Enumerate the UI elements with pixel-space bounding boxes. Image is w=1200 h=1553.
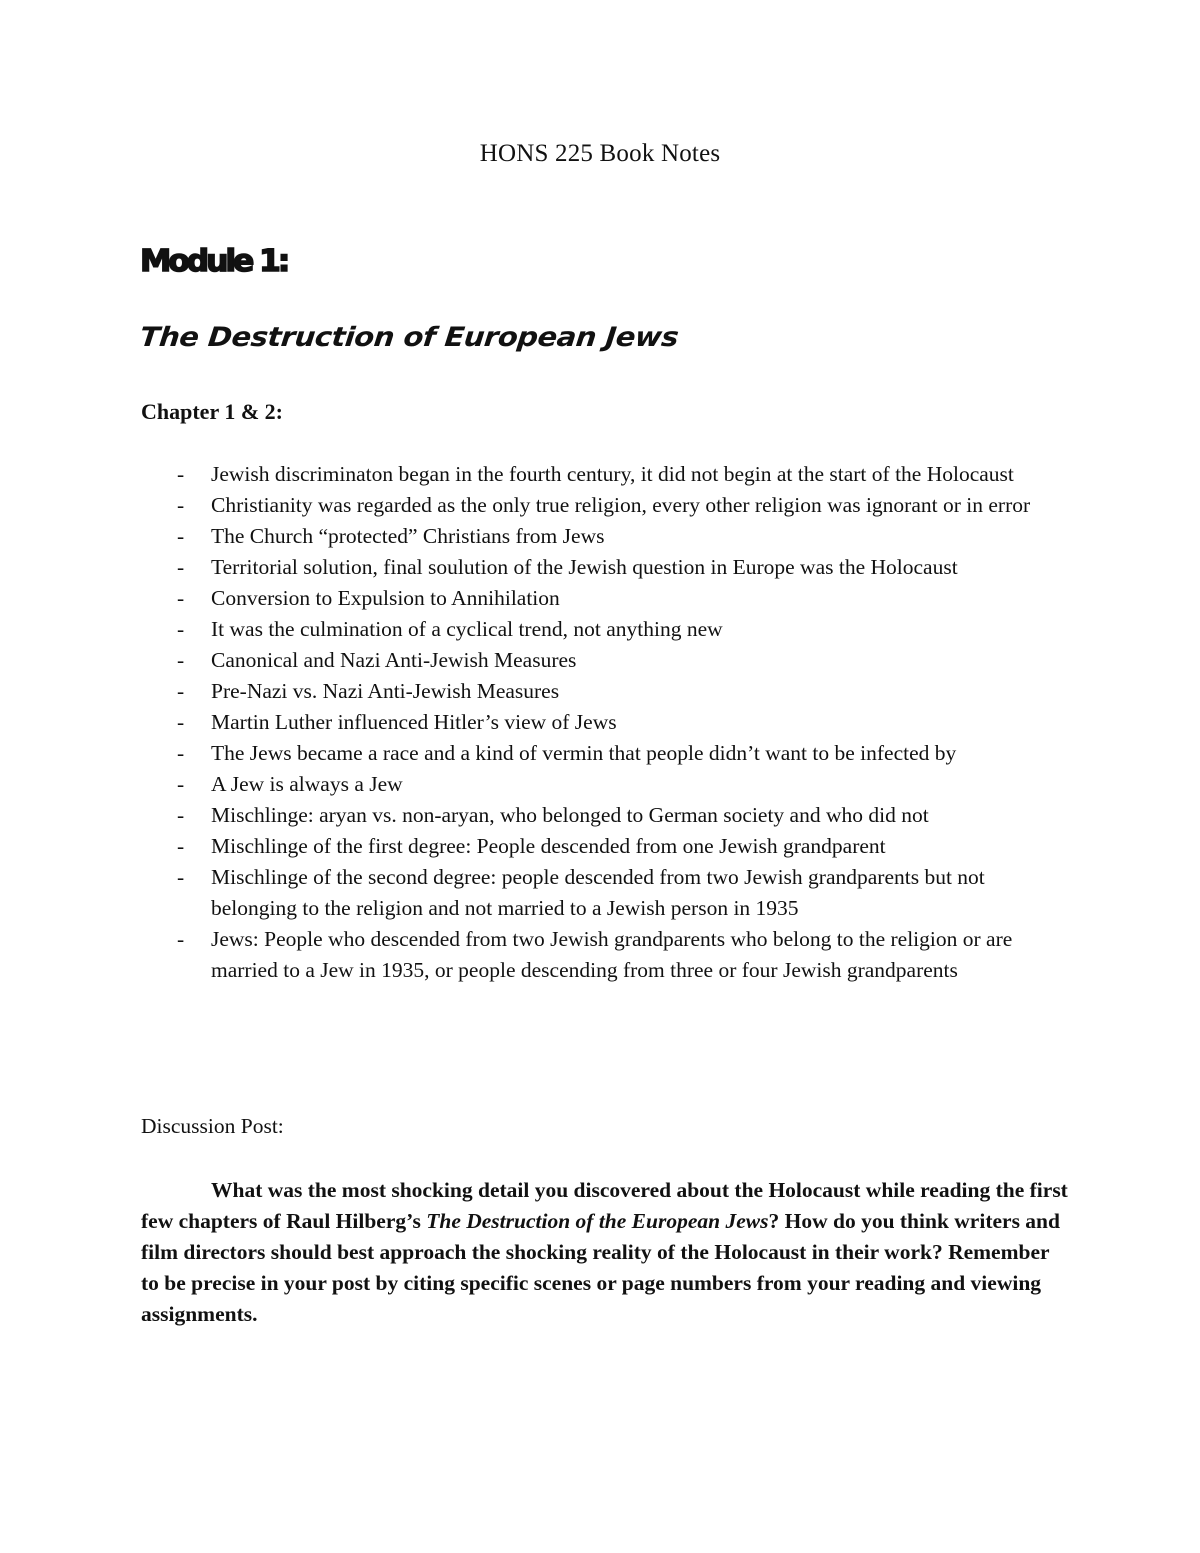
note-item xyxy=(0,645,1071,676)
bullet-dash: - xyxy=(177,927,185,951)
note-item xyxy=(0,800,1071,831)
bullet-dash: - xyxy=(177,834,185,858)
bullet-dash: - xyxy=(177,524,185,548)
bullet-dash: - xyxy=(177,617,185,641)
note-item xyxy=(0,459,1071,490)
note-item xyxy=(0,831,1071,862)
bullet-dash: - xyxy=(177,462,185,486)
book-title: The Destruction of European Jews xyxy=(138,321,680,353)
note-text: Jews: People who descended from two Jewish grandparents who belong to the religion or are married to a Jew in 1935, or people descending from three or four Jewish grandparents xyxy=(211,927,1013,982)
note-item xyxy=(0,738,1071,769)
note-text: Canonical and Nazi Anti-Jewish Measures xyxy=(211,648,577,672)
bullet-dash: - xyxy=(177,493,185,517)
note-item xyxy=(0,614,1071,645)
bullet-dash: - xyxy=(177,586,185,610)
bullet-dash: - xyxy=(177,648,185,672)
note-text: The Jews became a race and a kind of vermin that people didn’t want to be infected by xyxy=(211,741,957,765)
bullet-dash: - xyxy=(177,803,185,827)
note-item xyxy=(0,552,1071,583)
note-item xyxy=(0,521,1071,552)
note-item xyxy=(0,862,1071,924)
note-text: A Jew is always a Jew xyxy=(211,772,403,796)
prompt-part-2: ? How do you think writers and film directors should best approach the shocking reality of the Holocaust in their work? Remember to be precise in your post by citing specific scenes or page numbers from your reading and viewing assignments. xyxy=(141,1209,1060,1326)
note-text: Mischlinge: aryan vs. non-aryan, who belonged to German society and who did not xyxy=(211,803,929,827)
note-item xyxy=(0,583,1071,614)
note-item xyxy=(0,769,1071,800)
note-text: Christianity was regarded as the only true religion, every other religion was ignorant or in error xyxy=(211,493,1031,517)
note-text: Territorial solution, final soulution of the Jewish question in Europe was the Holocaust xyxy=(211,555,958,579)
bullet-dash: - xyxy=(177,555,185,579)
discussion-prompt xyxy=(141,1175,1071,1330)
notes-list xyxy=(0,459,1200,986)
note-text: The Church “protected” Christians from Jews xyxy=(211,524,605,548)
note-text: Conversion to Expulsion to Annihilation xyxy=(211,586,560,610)
chapter-heading: Chapter 1 & 2: xyxy=(141,399,283,424)
note-item xyxy=(0,707,1071,738)
bullet-dash: - xyxy=(177,710,185,734)
discussion-label: Discussion Post: xyxy=(141,1114,284,1138)
note-text: Martin Luther influenced Hitler’s view of Jews xyxy=(211,710,617,734)
document-title: HONS 225 Book Notes xyxy=(479,140,721,167)
note-item xyxy=(0,924,1071,986)
bullet-dash: - xyxy=(177,679,185,703)
note-text: Mischlinge of the first degree: People descended from one Jewish grandparent xyxy=(211,834,886,858)
prompt-book-title: The Destruction of the European Jews xyxy=(426,1209,769,1233)
note-item xyxy=(0,490,1071,521)
note-text: Mischlinge of the second degree: people descended from two Jewish grandparents but not belonging to the religion and not married to a Jewish person in 1935 xyxy=(211,865,985,920)
note-text: Pre-Nazi vs. Nazi Anti-Jewish Measures xyxy=(211,679,560,703)
note-text: Jewish discriminaton began in the fourth century, it did not begin at the start of the Holocaust xyxy=(211,462,1014,486)
note-item xyxy=(0,676,1071,707)
note-text: It was the culmination of a cyclical trend, not anything new xyxy=(211,617,723,641)
bullet-dash: - xyxy=(177,741,185,765)
bullet-dash: - xyxy=(177,865,185,889)
prompt-part-1: What was the most shocking detail you discovered about the Holocaust while reading the first few chapters of Raul Hilberg’s xyxy=(141,1178,1068,1233)
module-heading: Module 1: xyxy=(140,244,288,279)
bullet-dash: - xyxy=(177,772,185,796)
